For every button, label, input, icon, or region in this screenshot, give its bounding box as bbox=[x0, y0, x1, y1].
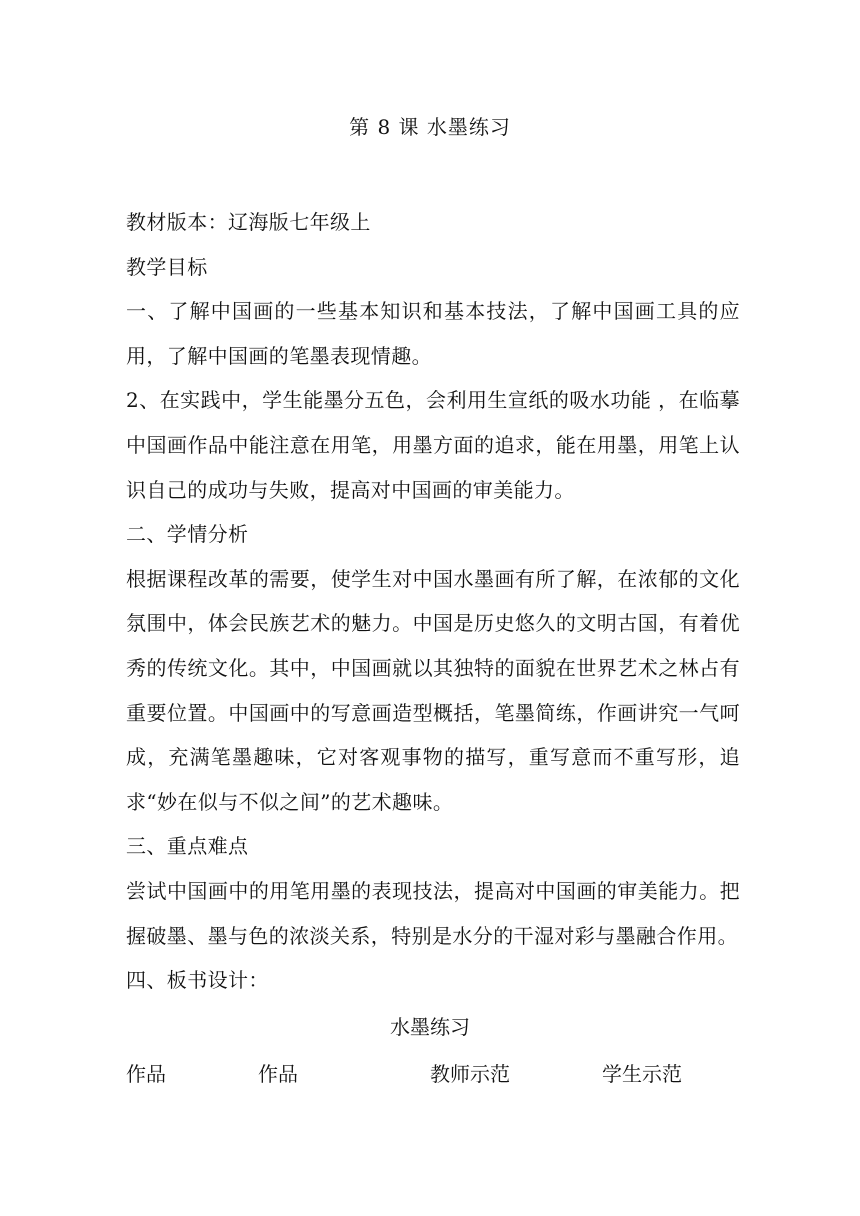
board-columns bbox=[126, 1058, 740, 1090]
board-column-teacher-demo: 教师示范 bbox=[430, 1062, 510, 1086]
document-body bbox=[126, 200, 740, 1003]
board-column-student-demo: 学生示范 bbox=[602, 1062, 682, 1086]
section-heading-objectives: 教学目标 bbox=[126, 254, 208, 279]
section-heading-analysis: 二、学情分析 bbox=[126, 522, 249, 547]
board-title: 水墨练习 bbox=[390, 1015, 470, 1039]
textbook-version: 教材版本：辽海版七年级上 bbox=[126, 210, 371, 234]
board-column-works-1: 作品 bbox=[126, 1062, 166, 1086]
analysis-paragraph: 根据课程改革的需要，使学生对中国水墨画有所了解，在浓郁的文化氛围中，体会民族艺术的魅力。中国是历史悠久的文明古国，有着优秀的传统文化。其中，中国画就以其独特的面貌在世界艺术之林占有重要位置。中国画中的写意画造型概括，笔墨简练，作画讲究一气呵成，充满笔墨趣味，它对客观事物的描写，重写意而不重写形，追求“妙在似与不似之间”的艺术趣味。 bbox=[126, 566, 740, 814]
section-heading-board-design: 四、板书设计： bbox=[126, 968, 269, 993]
lesson-title: 第 8 课 水墨练习 bbox=[349, 115, 511, 139]
section-heading-key-points: 三、重点难点 bbox=[126, 834, 249, 859]
board-column-works-2: 作品 bbox=[258, 1062, 298, 1086]
key-points-paragraph: 尝试中国画中的用笔用墨的表现技法，提高对中国画的审美能力。把握破墨、墨与色的浓淡关系，特别是水分的干湿对彩与墨融合作用。 bbox=[126, 878, 740, 948]
objective-2: 2、在实践中，学生能墨分五色，会利用生宣纸的吸水功能 ，在临摹中国画作品中能注意在用笔，用墨方面的追求，能在用墨，用笔上认识自己的成功与失败，提高对中国画的审美能力。 bbox=[126, 388, 740, 502]
objective-1: 一、了解中国画的一些基本知识和基本技法，了解中国画工具的应用，了解中国画的笔墨表现情趣。 bbox=[126, 299, 740, 368]
